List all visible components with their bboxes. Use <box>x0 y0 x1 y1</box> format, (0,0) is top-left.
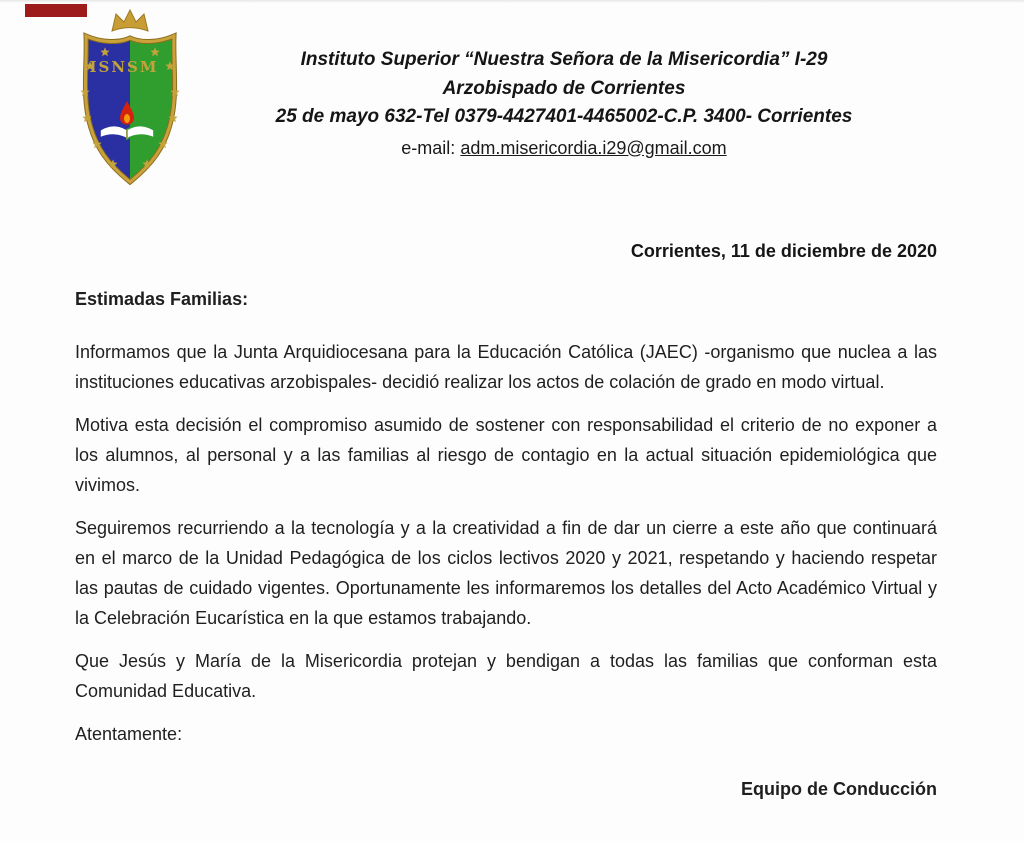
paragraph: Motiva esta decisión el compromiso asumido de sostener con responsabilidad el criterio de no exponer a los alumnos, al personal y a las familias al riesgo de contagio en la actual situación epidemiológica que vivimos. <box>75 415 937 495</box>
crown-icon <box>112 10 148 31</box>
date-line: Corrientes, 11 de diciembre de 2020 <box>630 241 937 261</box>
signature: Equipo de Conducción <box>741 779 937 799</box>
school-crest-logo <box>72 6 188 188</box>
institute-name: Instituto Superior “Nuestra Señora de la Misericordia” I-29 <box>300 49 828 70</box>
header-block <box>192 46 936 162</box>
closing: Atentamente: <box>75 724 183 744</box>
email-label: e-mail: <box>401 137 456 158</box>
email-line <box>192 134 936 162</box>
letter-body <box>75 284 937 804</box>
paragraph: Informamos que la Junta Arquidiocesana para la Educación Católica (JAEC) -organismo que nuclea a las instituciones educativas arzobispales- decidió realizar los actos de colación de grado en modo virtual. <box>75 342 937 392</box>
salutation: Estimadas Familias: <box>75 289 249 309</box>
crest-acronym: ISNSM <box>89 58 159 76</box>
archdiocese-line: Arzobispado de Corrientes <box>442 77 686 99</box>
address-line: 25 de mayo 632-Tel 0379-4427401-4465002-C.P. 3400- Corrientes <box>275 106 853 127</box>
paragraph: Que Jesús y María de la Misericordia protejan y bendigan a todas las familias que conforman esta Comunidad Educativa. <box>75 651 937 701</box>
paragraph: Seguiremos recurriendo a la tecnología y a la creatividad a fin de dar un cierre a este año que continuará en el marco de la Unidad Pedagógica de los ciclos lectivos 2020 y 2021, respetando y haciendo respetar las pautas de cuidado vigentes. Oportunamente les informaremos los detalles del Acto Académico Virtual y la Celebración Eucarística en la que estamos trabajando. <box>75 518 937 628</box>
email-link[interactable]: adm.misericordia.i29@gmail.com <box>460 137 727 158</box>
